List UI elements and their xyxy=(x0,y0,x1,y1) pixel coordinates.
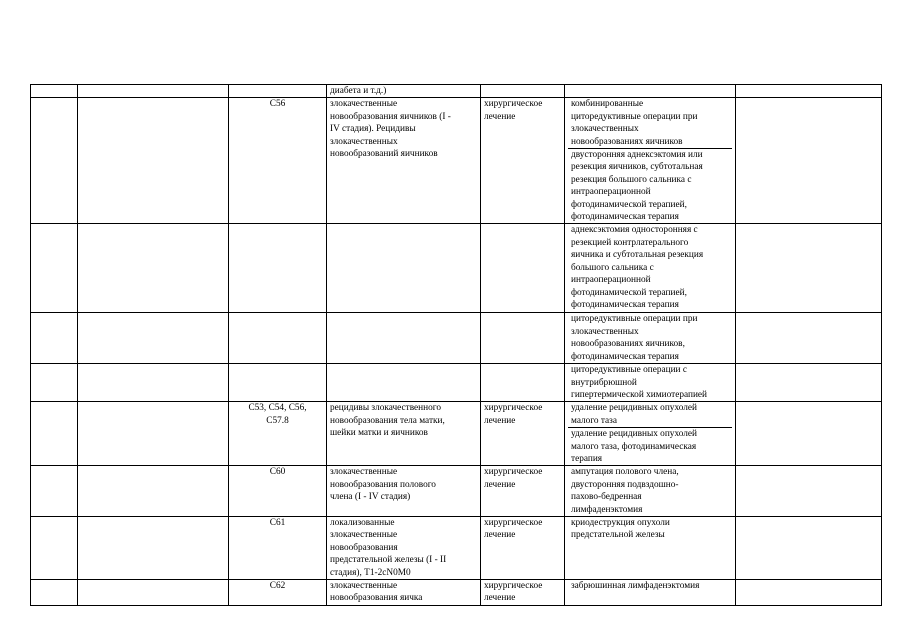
text-line: C56 xyxy=(269,99,286,110)
method-entry xyxy=(568,466,732,516)
text-line: C61 xyxy=(269,517,286,528)
cost-cell xyxy=(736,466,882,517)
group-cell xyxy=(78,85,229,98)
text-line: удаление рецидивных опухолей xyxy=(571,403,698,414)
text-line: двусторонняя подвздошно- xyxy=(571,479,679,490)
group-cell xyxy=(78,580,229,606)
method-entry xyxy=(568,364,732,401)
group-cell xyxy=(78,364,229,402)
number-cell xyxy=(31,98,78,224)
method-entry xyxy=(568,427,732,465)
text-line: удаление рецидивных опухолей xyxy=(571,429,698,440)
table-row xyxy=(31,466,882,517)
text-line: новообразованиях яичников xyxy=(571,136,683,147)
group-cell xyxy=(78,313,229,364)
table-row xyxy=(31,85,882,98)
text-line: лечение xyxy=(484,415,516,426)
method-entry xyxy=(568,224,732,311)
text-line: лимфаденэктомия xyxy=(571,504,643,515)
table-row xyxy=(31,402,882,466)
number-cell xyxy=(31,466,78,517)
text-line: злокачественные xyxy=(330,581,398,591)
text-line: аднексэктомия односторонняя с xyxy=(571,225,698,236)
method-entry xyxy=(568,580,732,592)
diagnosis-cell xyxy=(327,224,481,313)
cost-cell xyxy=(736,516,882,579)
text-line: стадия), T1-2cN0M0 xyxy=(330,567,411,578)
text-line: интраоперационной xyxy=(571,187,651,198)
text-line: C57.8 xyxy=(266,415,289,426)
text-line: C53, C54, C56, xyxy=(248,403,307,414)
text-line: предстательной железы xyxy=(571,530,665,541)
treatment-type-cell xyxy=(481,466,565,517)
icd-code-cell xyxy=(229,224,327,313)
text-line: терапия xyxy=(571,453,603,464)
method-entry xyxy=(568,402,732,427)
medical-care-table xyxy=(30,84,882,606)
text-line: большого сальника с xyxy=(571,262,654,273)
text-line: члена (I - IV стадия) xyxy=(330,492,411,503)
icd-code-cell xyxy=(229,85,327,98)
text-line: предстательной железы (I - II xyxy=(330,555,447,566)
text-line: шейки матки и яичников xyxy=(330,428,428,439)
text-line: ампутация полового члена, xyxy=(571,467,679,478)
text-line: фотодинамической терапией, xyxy=(571,287,687,298)
group-cell xyxy=(78,516,229,579)
text-line: новообразования яичка xyxy=(330,593,423,604)
text-line: хирургическое xyxy=(484,403,543,414)
cost-cell xyxy=(736,580,882,606)
text-line: фотодинамическая терапия xyxy=(571,212,679,223)
text-line: фотодинамической терапией, xyxy=(571,199,687,210)
table-row xyxy=(31,364,882,402)
text-line: злокачественных xyxy=(571,124,639,135)
text-line: яичника и субтотальная резекция xyxy=(571,250,704,261)
method-cell xyxy=(565,98,736,224)
text-line: фотодинамическая терапия xyxy=(571,299,679,310)
number-cell xyxy=(31,402,78,466)
icd-code-cell xyxy=(229,98,327,224)
table-row xyxy=(31,516,882,579)
text-line: лечение xyxy=(484,479,516,490)
group-cell xyxy=(78,402,229,466)
text-line: злокачественных xyxy=(330,136,398,147)
text-line: хирургическое xyxy=(484,517,543,528)
text-line: хирургическое xyxy=(484,99,543,110)
cost-cell xyxy=(736,224,882,313)
number-cell xyxy=(31,364,78,402)
icd-code-cell xyxy=(229,466,327,517)
text-line: новообразования xyxy=(330,542,398,553)
text-line: гипертермической химиотерапией xyxy=(571,389,708,400)
number-cell xyxy=(31,224,78,313)
treatment-type-cell xyxy=(481,364,565,402)
text-line: циторедуктивные операции с xyxy=(571,365,687,376)
text-line: новообразования яичников (I - xyxy=(330,111,451,122)
text-line: диабета и т.д.) xyxy=(330,86,387,96)
diagnosis-cell xyxy=(327,402,481,466)
diagnosis-cell xyxy=(327,516,481,579)
text-line: комбинированные xyxy=(571,99,644,110)
method-cell xyxy=(565,516,736,579)
icd-code-cell xyxy=(229,364,327,402)
text-line: C60 xyxy=(269,467,286,478)
text-line: лечение xyxy=(484,530,516,541)
table-row xyxy=(31,580,882,606)
treatment-type-cell xyxy=(481,516,565,579)
number-cell xyxy=(31,516,78,579)
text-line: фотодинамическая терапия xyxy=(571,351,679,362)
icd-code-cell xyxy=(229,516,327,579)
number-cell xyxy=(31,313,78,364)
cost-cell xyxy=(736,364,882,402)
table-row xyxy=(31,98,882,224)
text-line: лечение xyxy=(484,593,516,604)
table-row xyxy=(31,313,882,364)
text-line: злокачественные xyxy=(330,530,398,541)
text-line: C62 xyxy=(269,581,286,591)
method-entry xyxy=(568,313,732,363)
method-cell xyxy=(565,466,736,517)
text-line: малого таза, фотодинамическая xyxy=(571,441,697,452)
treatment-type-cell xyxy=(481,402,565,466)
diagnosis-cell xyxy=(327,580,481,606)
treatment-type-cell xyxy=(481,580,565,606)
method-entry xyxy=(568,148,732,223)
cost-cell xyxy=(736,313,882,364)
icd-code-cell xyxy=(229,402,327,466)
number-cell xyxy=(31,85,78,98)
text-line: интраоперационной xyxy=(571,275,651,286)
diagnosis-cell xyxy=(327,466,481,517)
diagnosis-cell xyxy=(327,364,481,402)
text-line: резекция яичников, субтотальная xyxy=(571,162,703,173)
text-line: хирургическое xyxy=(484,467,543,478)
text-line: циторедуктивные операции при xyxy=(571,314,698,325)
text-line: новообразованиях яичников, xyxy=(571,339,685,350)
text-line: резекция большого сальника с xyxy=(571,174,692,185)
text-line: злокачественные xyxy=(330,467,398,478)
method-entry xyxy=(568,98,732,148)
method-cell xyxy=(565,85,736,98)
text-line: пахово-бедренная xyxy=(571,492,642,503)
text-line: хирургическое xyxy=(484,581,543,591)
number-cell xyxy=(31,580,78,606)
cost-cell xyxy=(736,98,882,224)
text-line: криодеструкция опухоли xyxy=(571,517,670,528)
text-line: циторедуктивные операции при xyxy=(571,111,698,122)
table-body xyxy=(31,85,882,606)
text-line: резекцией контрлатерального xyxy=(571,237,689,248)
group-cell xyxy=(78,224,229,313)
group-cell xyxy=(78,466,229,517)
treatment-type-cell xyxy=(481,224,565,313)
text-line: внутрибрюшной xyxy=(571,377,637,388)
diagnosis-cell xyxy=(327,313,481,364)
text-line: новообразования полового xyxy=(330,479,436,490)
text-line: малого таза xyxy=(571,415,617,426)
diagnosis-cell xyxy=(327,85,481,98)
method-cell xyxy=(565,313,736,364)
cost-cell xyxy=(736,402,882,466)
diagnosis-cell xyxy=(327,98,481,224)
text-line: рецидивы злокачественного xyxy=(330,403,441,414)
text-line: новообразований яичников xyxy=(330,149,438,160)
method-cell xyxy=(565,364,736,402)
method-cell xyxy=(565,224,736,313)
treatment-type-cell xyxy=(481,313,565,364)
text-line: IV стадия). Рецидивы xyxy=(330,124,416,135)
text-line: злокачественные xyxy=(330,99,398,110)
cost-cell xyxy=(736,85,882,98)
text-line: двусторонняя аднексэктомия или xyxy=(571,150,703,161)
icd-code-cell xyxy=(229,313,327,364)
method-cell xyxy=(565,402,736,466)
group-cell xyxy=(78,98,229,224)
text-line: забрюшинная лимфаденэктомия xyxy=(571,581,700,591)
method-cell xyxy=(565,580,736,606)
treatment-type-cell xyxy=(481,98,565,224)
method-entry xyxy=(568,517,732,542)
icd-code-cell xyxy=(229,580,327,606)
treatment-type-cell xyxy=(481,85,565,98)
text-line: лечение xyxy=(484,111,516,122)
table-row xyxy=(31,224,882,313)
text-line: злокачественных xyxy=(571,326,639,337)
text-line: локализованные xyxy=(330,517,395,528)
text-line: новообразования тела матки, xyxy=(330,415,445,426)
